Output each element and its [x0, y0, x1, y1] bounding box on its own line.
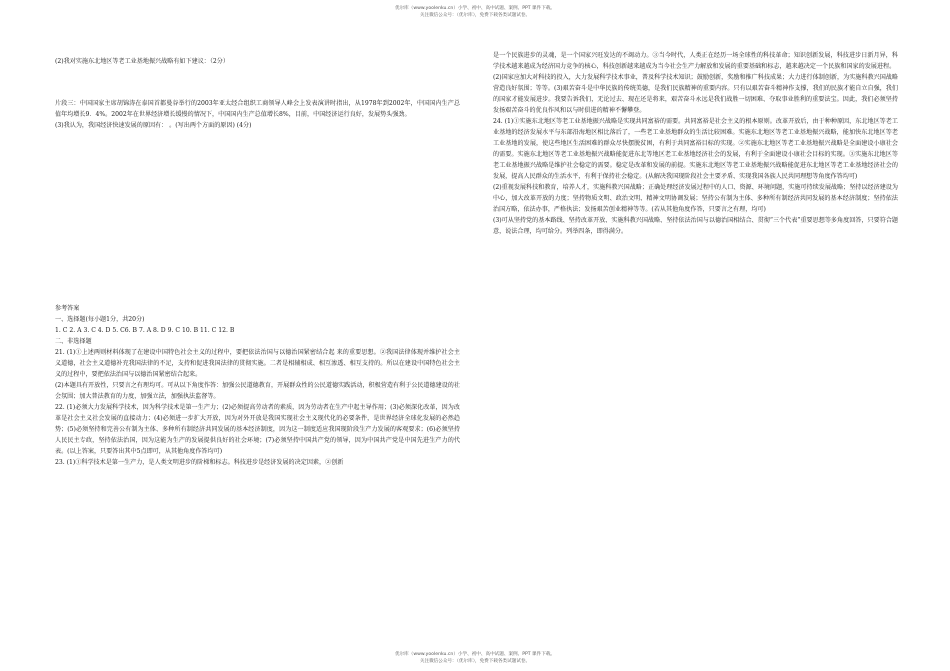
answer-24-part-2: (2)重视发展科技和教育，培养人才，实施科教兴国战略；正确处理经济发展过程中的人口、资源、环境问题，实施可持续发展战略；坚持以经济建设为中心，加大改革开放的力度；坚持物质文明、政治文明、精神文明协调发展；坚持公有制为主体、多种所有制经济共同发展的基本经济制度；坚持依法治国方略，依法办事，严格执法；发扬艰苦创业精神等等。(若从其他角度作答，只要言之有理，均可): [493, 184, 898, 213]
question-3-prompt: (3)我认为，我国经济快速发展的原因有： 。(写出两个方面的原因) (4分): [55, 122, 252, 129]
section-two-heading: 二、非选择题: [55, 338, 92, 345]
choice-answers: 1. C 2. A 3. C 4. D 5. C6. B 7. A 8. D 9. C 10. B 11. C 12. B: [55, 327, 235, 334]
header-watermark-line: 优尔库（www.yoolenku.cn）小学、初中、高中试题、案例、PPT 课件下载。: [394, 6, 556, 11]
answer-21-part-1: 21. (1)①上述两则材料体现了在建设中国特色社会主义的过程中，要把依法治国与以德治国紧密结合起 来的重要思想。②我国法律体现并维护社会主义道德，社会主义道德补充我国法律的不足，支持和促进我国法律的贯彻实施。二者是相辅相成、相互渗透、相互支持的。所以在建设中国特色社会主义的过程中，要把依法治国与以德治国紧密结合起来。: [55, 349, 460, 378]
answer-key-title: 参考答案: [55, 305, 80, 312]
footer-watermark-line: 关注微信公众号：（优尔库），免费下载各类试题试卷。: [419, 658, 531, 664]
right-column: [493, 50, 898, 237]
footer-watermark: [0, 652, 950, 665]
answer-21-part-2: (2)本题具有开放性，只要言之有理均可。可从以下角度作答：加强公民道德教育，开展群众性的公民道德实践活动，积极营造有利于公民道德建设的社会氛围；加大普法教育的力度，加强立法，加强执法监督等。: [55, 382, 460, 400]
left-column: [55, 56, 460, 468]
passage-three: 片段三：中国国家主席胡锦涛在泰国首都曼谷举行的2003年亚太经合组织工商领导人峰会上发表演讲时指出，从1978年到2002年，中国国内生产总值年均增长9．4%。2002年在世界经济增长缓慢的情况下，中国国内生产总值增长8%，目前，中国经济运行良好，发展势头强劲。: [55, 100, 460, 118]
answer-24-part-3: (3)可从坚持党的基本路线、坚持改革开放、实施科教兴国战略、坚持依法治国与以德治国相结合、贯彻“三个代表”重要思想等多角度回答，只要符合题意，说法合理，均可给分。列举四条，即得满分。: [493, 217, 898, 235]
section-one-heading: 一、选择题(每小题1分，共20分): [55, 316, 145, 323]
question-2-prompt: (2)我对实施东北地区等老工业基地振兴战略有如下建议：（2分）: [55, 58, 229, 65]
answer-23-part-2-3: (2)国家应加大对科技的投入，大力发展科学技术事业，普及科学技术知识；鼓励创新，奖励和推广科技成果；大力进行体制创新，为实施科教兴国战略营造良好氛围；等等。(3)艰苦奋斗是中华民族的传统美德，是我们民族精神的重要内容。只有以艰苦奋斗精神作支撑，我们的民族才能自立自强，我们的国家才能发展进步。我要告诉我们，无论过去、现在还是将来，艰苦奋斗永远是我们战胜一切困难、夺取事业胜利的重要法宝。因此，我们必须坚持发扬艰苦奋斗的优良作风和以与时俱进的精神不懈攀登。: [493, 74, 898, 114]
answer-blank-space: [55, 131, 460, 303]
answer-22: 22. (1)必须大力发展科学技术，因为科学技术是第一生产力；(2)必须提高劳动者的素质，因为劳动者在生产中起主导作用；(3)必须深化改革，因为改革是社会主义社会发展的直接动力；(4)必须进一步扩大开放，因为对外开放是我国实现社会主义现代化的必要条件，是世界经济全球化发展的必然趋势；(5)必须坚持和完善公有制为主体、多种所有制经济共同发展的基本经济制度，因为这一制度适应我国现阶段生产力发展的客观要求；(6)必须坚持人民民主专政，坚持依法治国，因为这能为生产的发展提供良好的社会环境；(7)必须坚持中国共产党的领导，因为中国共产党是中国先进生产力的代表。(以上答案，只要答出其中5点即可，从其他角度作答均可): [55, 404, 460, 455]
footer-watermark-line: 优尔库（www.yoolenku.cn）小学、初中、高中试题、案例、PPT 课件下载。: [394, 652, 556, 657]
answer-blank-space: [55, 67, 460, 98]
answer-23-start: 23. (1)①科学技术是第一生产力，是人类文明进步的阶梯和标志。科技进步是经济发展的决定因素，②创新: [55, 459, 344, 466]
header-watermark-line: 关注微信公众号：（优尔库），免费下载各类试题试卷。: [419, 12, 531, 18]
answer-24-part-1: 24. (1)①实施东北地区等老工业基地振兴战略是实现共同富裕的需要。共同富裕是社会主义的根本原则。改革开放后，由于种种原因，东北地区等老工业基地的经济发展水平与东部沿海地区相比落后了，一些老工业基地群众的生活比较困难。实施东北地区等老工业基地振兴战略，能加快东北地区等老工业基地的发展，使这些地区生活困难的群众尽快摆脱贫困，有利于共同富裕目标的实现。②实施东北地区等老工业基地振兴战略是全面建设小康社会的需要。实施东北地区等老工业基地振兴战略能促进东北等地区老工业基地经济社会的发展，有利于全面建设小康社会目标的实现。③实施东北地区等老工业基地振兴战略是维护社会稳定的需要。稳定是改革和发展的前提。实施东北地区等老工业基地振兴战略能促进东北地区等老工业基地经济社会的发展，提高人民群众的生活水平，有利于保持社会稳定。(从解决我国现阶段社会主要矛盾、实现我国各族人民共同理想等角度作答均可): [493, 118, 898, 180]
header-watermark: [0, 6, 950, 19]
answer-23-continued: 是一个民族进步的灵魂，是一个国家兴旺发达的不竭动力。③当今时代，人类正在经历一场全球性的科技革命；知识创新发展，科技进步日新月异，科学技术越来越成为经济国力竞争的核心，科技创新越来越成为当今社会生产力解放和发展的重要基础和标志，越来越决定一个民族和国家的发展进程。: [493, 52, 898, 70]
